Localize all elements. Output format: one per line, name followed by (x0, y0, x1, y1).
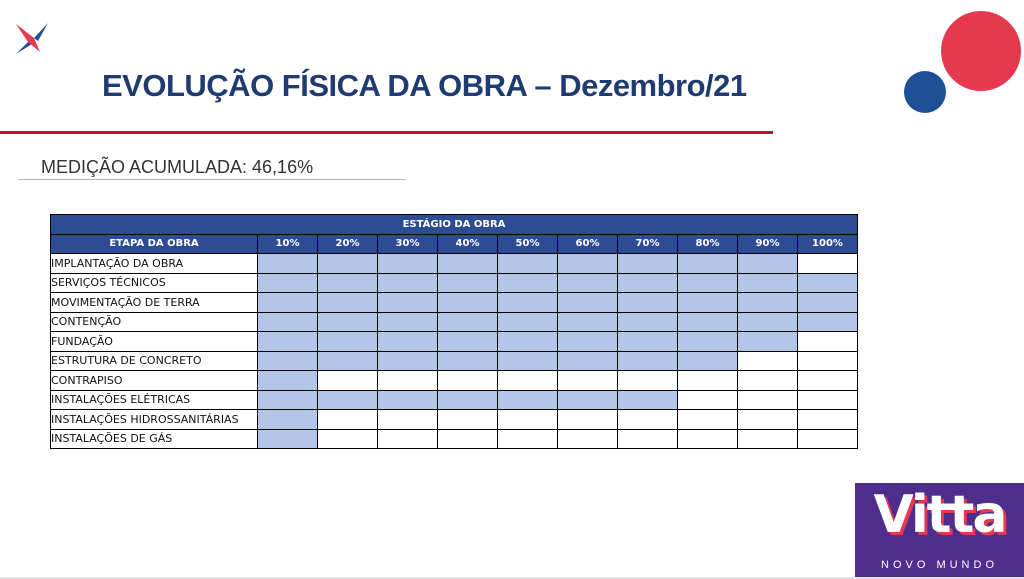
progress-cell-filled (258, 351, 318, 371)
table-row (51, 293, 858, 313)
progress-cell-empty (498, 410, 558, 430)
page-title: EVOLUÇÃO FÍSICA DA OBRA – Dezembro/21 (102, 68, 747, 103)
subtitle-divider (18, 179, 406, 180)
progress-cell-filled (258, 390, 318, 410)
progress-cell-empty (438, 371, 498, 391)
column-header: 70% (618, 234, 678, 254)
progress-cell-filled (258, 254, 318, 274)
progress-cell-empty (558, 410, 618, 430)
progress-cell-filled (498, 312, 558, 332)
stage-label: INSTALAÇÕES HIDROSSANITÁRIAS (51, 410, 258, 430)
stage-label: IMPLANTAÇÃO DA OBRA (51, 254, 258, 274)
column-header: 100% (798, 234, 858, 254)
progress-cell-filled (558, 312, 618, 332)
stage-label: ESTRUTURA DE CONCRETO (51, 351, 258, 371)
progress-cell-filled (738, 254, 798, 274)
progress-cell-empty (318, 429, 378, 449)
progress-cell-filled (558, 351, 618, 371)
progress-cell-empty (678, 390, 738, 410)
x-star-logo-icon (14, 22, 50, 56)
progress-cell-empty (378, 429, 438, 449)
stage-label: CONTENÇÃO (51, 312, 258, 332)
progress-cell-filled (438, 390, 498, 410)
brand-logo-subtitle: NOVO MUNDO (881, 559, 998, 571)
stage-label: SERVIÇOS TÉCNICOS (51, 273, 258, 293)
progress-cell-filled (318, 273, 378, 293)
progress-cell-filled (378, 351, 438, 371)
progress-cell-empty (798, 371, 858, 391)
progress-cell-filled (438, 351, 498, 371)
progress-cell-filled (618, 312, 678, 332)
progress-cell-filled (378, 273, 438, 293)
table-row (51, 410, 858, 430)
red-circle-decoration (941, 11, 1021, 91)
vitta-brand-logo (855, 483, 1024, 579)
progress-cell-filled (318, 293, 378, 313)
progress-cell-filled (498, 273, 558, 293)
progress-cell-filled (738, 332, 798, 352)
title-divider (0, 131, 773, 134)
progress-cell-filled (678, 351, 738, 371)
progress-cell-empty (498, 371, 558, 391)
progress-cell-empty (798, 254, 858, 274)
progress-cell-empty (678, 429, 738, 449)
progress-cell-filled (618, 332, 678, 352)
progress-cell-filled (798, 293, 858, 313)
progress-cell-empty (678, 410, 738, 430)
column-header: 20% (318, 234, 378, 254)
progress-cell-empty (738, 371, 798, 391)
progress-cell-empty (738, 429, 798, 449)
progress-cell-filled (618, 273, 678, 293)
table-row (51, 429, 858, 449)
progress-cell-filled (498, 351, 558, 371)
progress-cell-empty (558, 429, 618, 449)
column-header: 80% (678, 234, 738, 254)
column-header: 10% (258, 234, 318, 254)
progress-cell-filled (558, 254, 618, 274)
stage-column-header: ETAPA DA OBRA (51, 234, 258, 254)
progress-cell-empty (618, 429, 678, 449)
progress-cell-empty (798, 332, 858, 352)
table-row (51, 351, 858, 371)
progress-cell-filled (318, 351, 378, 371)
progress-cell-filled (558, 273, 618, 293)
progress-table (50, 214, 858, 449)
progress-cell-filled (318, 312, 378, 332)
progress-cell-filled (318, 254, 378, 274)
progress-cell-filled (678, 254, 738, 274)
progress-cell-filled (618, 390, 678, 410)
column-header: 50% (498, 234, 558, 254)
progress-cell-empty (438, 429, 498, 449)
progress-cell-filled (558, 390, 618, 410)
column-header: 90% (738, 234, 798, 254)
progress-cell-filled (678, 332, 738, 352)
progress-cell-filled (318, 390, 378, 410)
brand-logo-word: Vitta (873, 485, 1006, 545)
progress-cell-filled (258, 312, 318, 332)
progress-cell-filled (258, 273, 318, 293)
progress-cell-filled (378, 332, 438, 352)
progress-cell-filled (378, 390, 438, 410)
stage-label: INSTALAÇÕES ELÉTRICAS (51, 390, 258, 410)
blue-circle-decoration (904, 71, 946, 113)
stage-label: INSTALAÇÕES DE GÁS (51, 429, 258, 449)
progress-cell-empty (798, 390, 858, 410)
column-header: 40% (438, 234, 498, 254)
progress-cell-empty (318, 371, 378, 391)
progress-cell-empty (738, 390, 798, 410)
progress-cell-empty (558, 371, 618, 391)
progress-cell-filled (258, 371, 318, 391)
table-row (51, 390, 858, 410)
progress-cell-filled (498, 254, 558, 274)
stage-label: MOVIMENTAÇÃO DE TERRA (51, 293, 258, 313)
group-header: ESTÁGIO DA OBRA (51, 215, 858, 235)
progress-cell-filled (678, 312, 738, 332)
progress-cell-filled (798, 312, 858, 332)
table-row (51, 371, 858, 391)
progress-cell-filled (258, 429, 318, 449)
progress-cell-empty (738, 410, 798, 430)
progress-cell-filled (618, 351, 678, 371)
progress-cell-empty (378, 410, 438, 430)
accumulated-measurement: MEDIÇÃO ACUMULADA: 46,16% (41, 157, 314, 177)
progress-cell-filled (378, 312, 438, 332)
progress-cell-filled (378, 293, 438, 313)
table-row (51, 254, 858, 274)
stage-label: CONTRAPISO (51, 371, 258, 391)
stage-label: FUNDAÇÃO (51, 332, 258, 352)
progress-cell-filled (678, 273, 738, 293)
progress-cell-empty (798, 410, 858, 430)
column-header: 60% (558, 234, 618, 254)
table-row (51, 332, 858, 352)
progress-cell-empty (498, 429, 558, 449)
progress-cell-filled (258, 410, 318, 430)
progress-cell-filled (618, 254, 678, 274)
progress-cell-filled (798, 273, 858, 293)
progress-cell-filled (438, 312, 498, 332)
progress-cell-filled (318, 332, 378, 352)
progress-cell-empty (618, 410, 678, 430)
progress-cell-filled (438, 293, 498, 313)
progress-cell-empty (798, 351, 858, 371)
progress-cell-filled (498, 332, 558, 352)
progress-cell-filled (258, 332, 318, 352)
progress-cell-empty (378, 371, 438, 391)
progress-cell-filled (438, 332, 498, 352)
progress-cell-filled (558, 293, 618, 313)
progress-cell-empty (438, 410, 498, 430)
progress-cell-filled (558, 332, 618, 352)
progress-cell-empty (738, 351, 798, 371)
table-row (51, 312, 858, 332)
progress-cell-filled (738, 312, 798, 332)
progress-cell-empty (618, 371, 678, 391)
table-row (51, 273, 858, 293)
progress-cell-filled (678, 293, 738, 313)
column-header: 30% (378, 234, 438, 254)
progress-cell-filled (738, 293, 798, 313)
progress-cell-empty (318, 410, 378, 430)
progress-cell-filled (258, 293, 318, 313)
progress-cell-filled (378, 254, 438, 274)
progress-cell-filled (498, 293, 558, 313)
progress-cell-filled (438, 273, 498, 293)
progress-cell-filled (618, 293, 678, 313)
progress-cell-empty (798, 429, 858, 449)
progress-cell-filled (438, 254, 498, 274)
progress-cell-empty (678, 371, 738, 391)
progress-cell-filled (498, 390, 558, 410)
progress-cell-filled (738, 273, 798, 293)
